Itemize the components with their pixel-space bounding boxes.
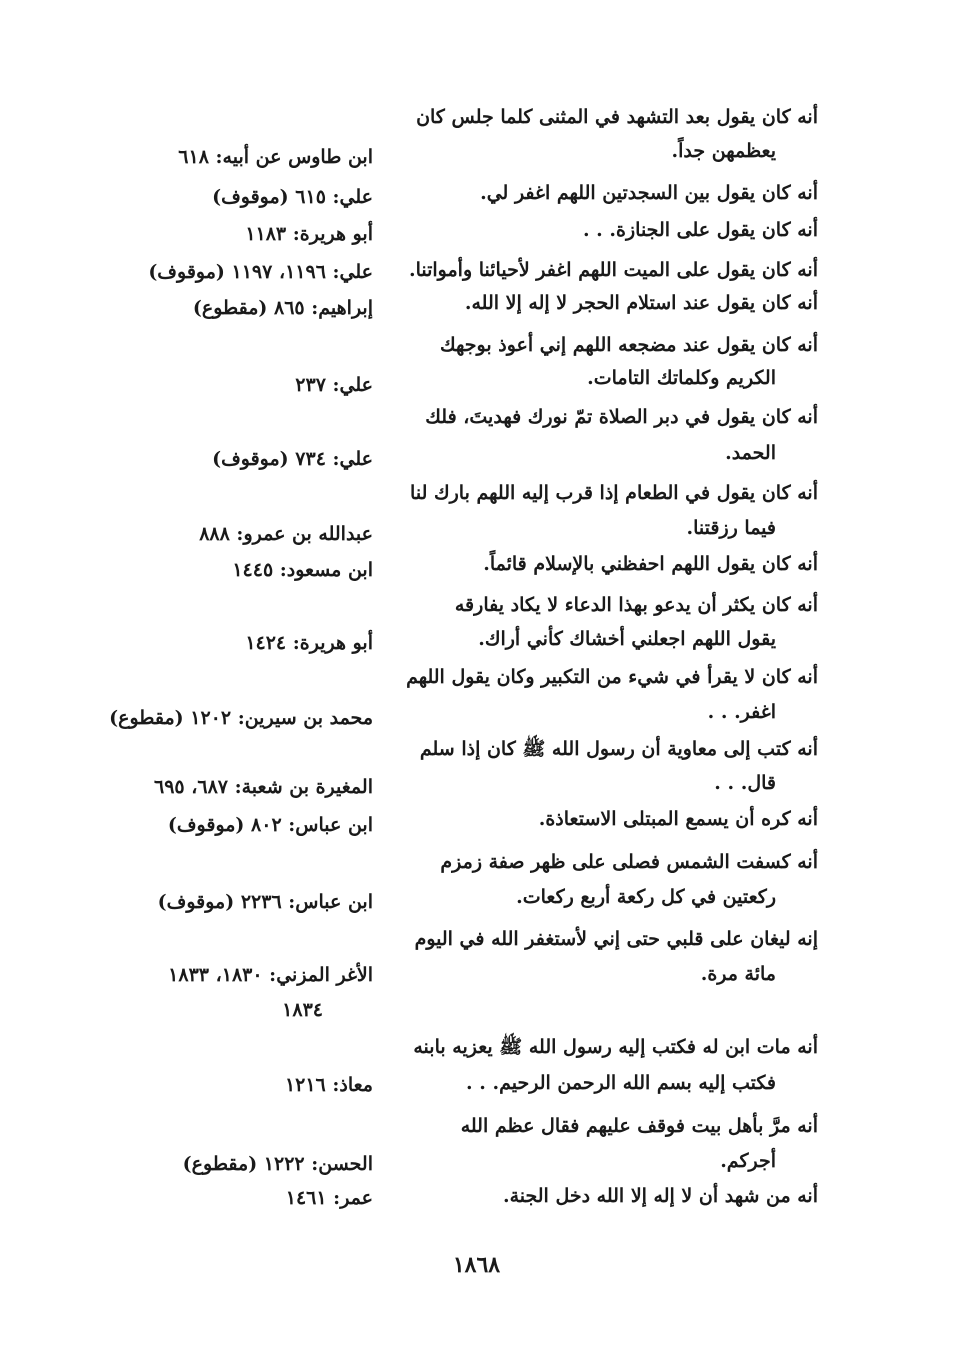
hadith-text: أنه كان يقول في الطعام إذا قرب إليه اللهم بارك لنا فيما رزقتنا. [410,482,818,539]
source-ref: الأغر المزني: ١٨٣٠، ١٨٣٣ ١٨٣٤ [168,964,373,1021]
source-ref: الحسن: ١٢٢٢ (مقطوع) [182,1153,373,1175]
page-number: ١٨٦٨ [452,1252,501,1278]
hadith-text: أنه كان يقول على الجنازة. . . [582,219,818,241]
source-ref: محمد بن سيرين: ١٢٠٢ (مقطوع) [109,707,373,729]
hadith-text: أنه مات ابن له فكتب إليه رسول الله ﷺ يعزيه بابنه فكتب إليه بسم الله الرحمن الرحيم. . . [413,1036,818,1094]
hadith-text: أنه كان يكثر أن يدعو بهذا الدعاء لا يكاد يفارقه يقول اللهم اجعلني أخشاك كأني أراك. [454,594,818,650]
hadith-text: أنه من شهد أن لا إله إلا الله دخل الجنة. [502,1185,818,1207]
hadith-text: أنه كتب إلى معاوية أن رسول الله ﷺ كان إذا سلم قال. . . [419,738,818,794]
source-ref: ابن عباس: ٨٠٢ (موقوف) [167,814,373,836]
hadith-text: إنه ليغان على قلبي حتى إني لأستغفر الله في اليوم مائة مرة. [414,928,818,985]
source-ref: علي: ٢٣٧ [295,374,373,396]
hadith-text: أنه كان يقول بعد التشهد في المثنى كلما جلس كان يعظمهن جداً. [416,106,818,162]
hadith-text: أنه كان يقول عند مضجعه اللهم إني أعوذ بوجهك الكريم وكلماتك التامات. [440,334,818,389]
source-ref: عبدالله بن عمرو: ٨٨٨ [199,523,373,545]
source-ref: إبراهيم: ٨٦٥ (مقطوع) [192,297,373,319]
hadith-text: أنه مرَّ بأهل بيت فوقف عليهم فقال عظم الله أجركم. [460,1115,818,1172]
hadith-text: أنه كان لا يقرأ في شيء من التكبير وكان يقول اللهم اغفر. . . [406,666,818,723]
source-ref: أبو هريرة: ١٤٢٤ [245,632,373,654]
source-ref: علي: ٧٣٤ (موقوف) [212,448,373,470]
hadith-text: أنه كره أن يسمع المبتلى الاستعاذة. [538,808,818,830]
source-ref: ابن عباس: ٢٢٣٦ (موقوف) [157,891,373,913]
source-ref: أبو هريرة: ١١٨٣ [245,223,373,245]
source-ref: علي: ٦١٥ (موقوف) [212,186,373,208]
source-ref: ابن مسعود: ١٤٤٥ [232,559,373,581]
hadith-text: أنه كان يقول على الميت اللهم اغفر لأحيائنا وأمواتنا. [408,259,818,281]
source-ref: علي: ١١٩٦، ١١٩٧ (موقوف) [148,261,373,283]
source-ref: ابن طاوس عن أبيه: ٦١٨ [178,146,373,168]
source-ref: معاذ: ١٢١٦ [284,1074,373,1096]
source-ref: المغيرة بن شعبة: ٦٨٧، ٦٩٥ [153,776,373,798]
hadith-text: أنه كان يقول بين السجدتين اللهم اغفر لي. [480,182,818,204]
hadith-text: أنه كان يقول اللهم احفظني بالإسلام قائماً. [483,553,818,575]
hadith-text: أنه كان يقول عند استلام الحجر لا إله إلا الله. [464,292,818,314]
hadith-text: أنه كسفت الشمس فصلى على ظهر صفة زمزم ركعتين في كل ركعة أربع ركعات. [440,851,818,908]
hadith-text: أنه كان يقول في دبر الصلاة تمّ نورك فهديتَ، فلك الحمد. [425,406,818,464]
source-ref: عمر: ١٤٦١ [285,1187,373,1209]
